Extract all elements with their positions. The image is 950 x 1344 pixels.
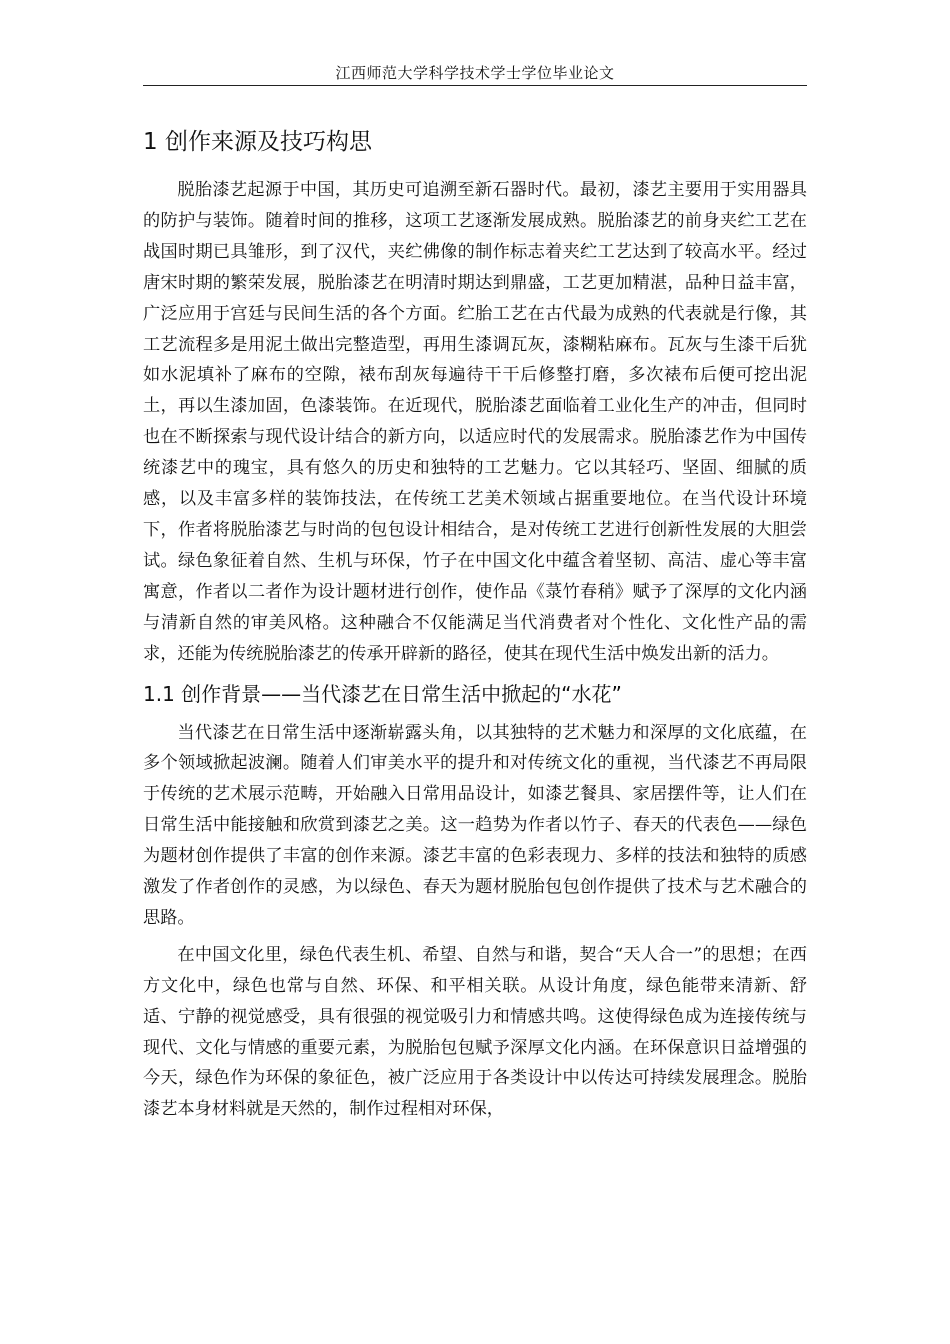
header-rule — [143, 85, 807, 86]
running-header: 江西师范大学科学技术学士学位毕业论文 — [335, 64, 615, 82]
page-content — [143, 122, 807, 1125]
subsection-paragraph-2: 在中国文化里，绿色代表生机、希望、自然与和谐，契合“天人合一”的思想；在西方文化中，绿色也常与自然、环保、和平相关联。从设计角度，绿色能带来清新、舒适、宁静的视觉感受，具有很强的视觉吸引力和情感共鸣。这使得绿色成为连接传统与现代、文化与情感的重要元素，为脱胎包包赋予深厚文化内涵。在环保意识日益增强的今天，绿色作为环保的象征色，被广泛应用于各类设计中以传达可持续发展理念。脱胎漆艺本身材料就是天然的，制作过程相对环保， — [143, 944, 807, 1120]
subsection-paragraph-1: 当代漆艺在日常生活中逐渐崭露头角，以其独特的艺术魅力和深厚的文化底蕴，在多个领域掀起波澜。随着人们审美水平的提升和对传统文化的重视，当代漆艺不再局限于传统的艺术展示范畴，开始融入日常用品设计，如漆艺餐具、家居摆件等，让人们在日常生活中能接触和欣赏到漆艺之美。这一趋势为作者以竹子、春天的代表色——绿色为题材创作提供了丰富的创作来源。漆艺丰富的色彩表现力、多样的技法和独特的质感激发了作者创作的灵感，为以绿色、春天为题材脱胎包包创作提供了技术与艺术融合的思路。 — [143, 722, 807, 928]
section-paragraph-1: 脱胎漆艺起源于中国，其历史可追溯至新石器时代。最初，漆艺主要用于实用器具的防护与装饰。随着时间的推移，这项工艺逐渐发展成熟。脱胎漆艺的前身夹纻工艺在战国时期已具雏形，到了汉代，夹纻佛像的制作标志着夹纻工艺达到了较高水平。经过唐宋时期的繁荣发展，脱胎漆艺在明清时期达到鼎盛，工艺更加精湛，品种日益丰富，广泛应用于宫廷与民间生活的各个方面。纻胎工艺在古代最为成熟的代表就是行像，其工艺流程多是用泥土做出完整造型，再用生漆调瓦灰，漆糊粘麻布。瓦灰与生漆干后犹如水泥填补了麻布的空隙，裱布刮灰每遍待干干后修整打磨，多次裱布后便可挖出泥土，再以生漆加固，色漆装饰。在近现代，脱胎漆艺面临着工业化生产的冲击，但同时也在不断探索与现代设计结合的新方向，以适应时代的发展需求。脱胎漆艺作为中国传统漆艺中的瑰宝，具有悠久的历史和独特的工艺魅力。它以其轻巧、坚固、细腻的质感，以及丰富多样的装饰技法，在传统工艺美术领域占据重要地位。在当代设计环境下，作者将脱胎漆艺与时尚的包包设计相结合，是对传统工艺进行创新性发展的大胆尝试。绿色象征着自然、生机与环保，竹子在中国文化中蕴含着坚韧、高洁、虚心等丰富寓意，作者以二者作为设计题材进行创作，使作品《菉竹春稍》赋予了深厚的文化内涵与清新自然的审美风格。这种融合不仅能满足当代消费者对个性化、文化性产品的需求，还能为传统脱胎漆艺的传承开辟新的路径，使其在现代生活中焕发出新的活力。 — [143, 180, 807, 664]
subsection-heading: 1.1 创作背景——当代漆艺在日常生活中掀起的“水花” — [143, 681, 622, 706]
section-heading: 1 创作来源及技巧构思 — [143, 129, 372, 155]
